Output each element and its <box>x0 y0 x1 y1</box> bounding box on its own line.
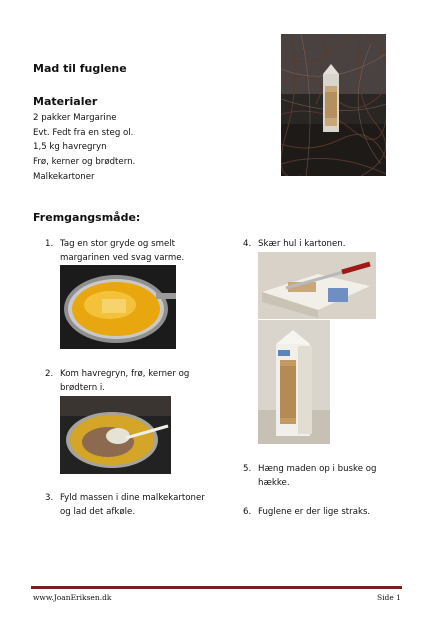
melting-margarine-photo <box>60 265 176 349</box>
oats-in-bowl-photo <box>60 396 171 474</box>
step-number: 5. <box>243 464 252 474</box>
step-line: Tag en stor gryde og smelt <box>60 239 175 249</box>
step-line: Fuglene er der lige straks. <box>258 507 371 517</box>
step-number: 6. <box>243 507 252 517</box>
step-line: brødtern i. <box>60 383 106 393</box>
materials-heading: Materialer <box>33 95 98 108</box>
cutting-carton-photo <box>258 252 376 319</box>
footer-divider <box>31 586 402 589</box>
materials-item: 2 pakker Margarine <box>33 113 117 123</box>
step-line: Skær hul i kartonen. <box>258 239 346 249</box>
step-line: Hæng maden op i buske og <box>258 464 377 474</box>
step-line: Kom havregryn, frø, kerner og <box>60 369 190 379</box>
step-4 <box>243 237 403 253</box>
step-line: og lad det afkøle. <box>60 507 136 517</box>
step-number: 2. <box>45 369 54 379</box>
step-1 <box>45 237 225 267</box>
materials-item: 1,5 kg havregryn <box>33 142 107 153</box>
step-number: 1. <box>45 239 54 249</box>
footer-website: www.JoanEriksen.dk <box>33 593 112 602</box>
step-line: margarinen ved svag varme. <box>60 253 185 263</box>
materials-item: Frø, kerner og brødtern. <box>33 157 136 168</box>
step-number: 4. <box>243 239 252 249</box>
filled-carton-photo <box>258 320 330 444</box>
procedure-heading: Fremgangsmåde: <box>33 211 141 224</box>
step-line: Fyld massen i dine malkekartoner <box>60 493 205 503</box>
materials-list <box>33 111 135 185</box>
step-5 <box>243 462 413 492</box>
step-line: hække. <box>258 478 290 488</box>
step-6 <box>243 505 413 521</box>
step-number: 3. <box>45 493 54 503</box>
materials-item: Malkekartoner <box>33 171 95 182</box>
bird-feeder-photo <box>281 34 386 176</box>
page-title: Mad til fuglene <box>33 62 127 75</box>
materials-item: Evt. Fedt fra en steg ol. <box>33 127 134 138</box>
footer-page-number: Side 1 <box>377 593 401 602</box>
step-3 <box>45 491 235 521</box>
step-2 <box>45 367 225 397</box>
